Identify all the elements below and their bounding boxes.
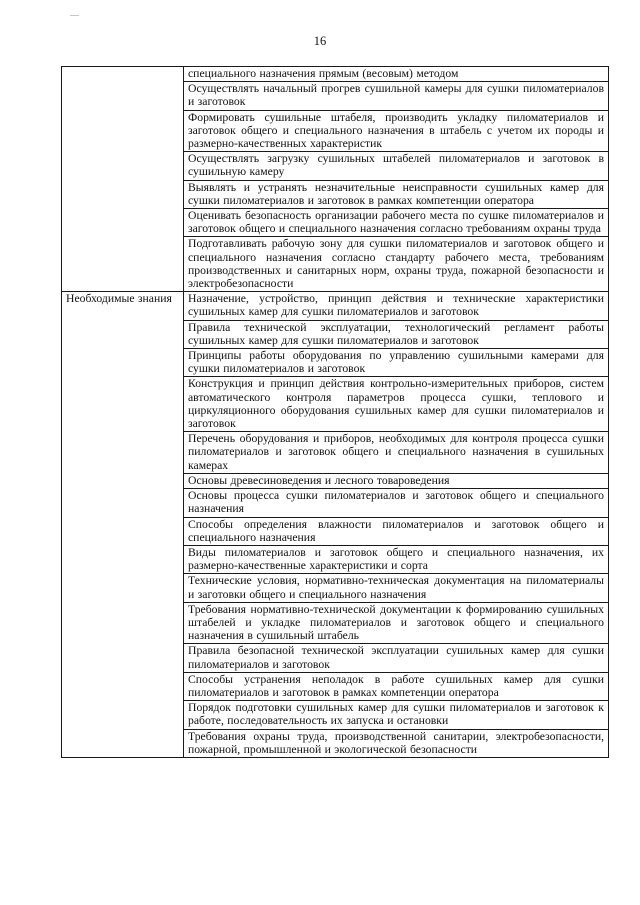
skill-item: Формировать сушильные штабеля, производить укладку пиломатериалов и заготовок общего и специального назначения в штабель с учетом их породы и размерно-качественных характеристик	[184, 110, 609, 152]
knowledge-item: Основы процесса сушки пиломатериалов и заготовок общего и специального назначения	[184, 489, 609, 517]
scan-corner-mark: —	[70, 10, 79, 20]
skill-item: Подготавливать рабочую зону для сушки пиломатериалов и заготовок общего и специального назначения согласно стандарту рабочего места, требованиям производственных и санитарных норм, охраны труда, пожарной безопасности и электробезопасности	[184, 237, 609, 292]
knowledge-item: Конструкция и принцип действия контрольно-измерительных приборов, систем автоматического контроля параметров процесса сушки, теплового и циркуляционного оборудования сушильных камер для сушки пиломатериалов и заготовок	[184, 377, 609, 432]
skill-item: Осуществлять начальный прогрев сушильной камеры для сушки пиломатериалов и заготовок	[184, 82, 609, 110]
knowledge-item: Назначение, устройство, принцип действия и технические характеристики сушильных камер для сушки пиломатериалов и заготовок	[184, 292, 609, 320]
knowledge-item: Способы определения влажности пиломатериалов и заготовок общего и специального назначения	[184, 517, 609, 545]
knowledge-item: Порядок подготовки сушильных камер для сушки пиломатериалов и заготовок к работе, последовательность их запуска и остановки	[184, 701, 609, 729]
knowledge-item: Принципы работы оборудования по управлению сушильными камерами для сушки пиломатериалов и заготовок	[184, 349, 609, 377]
table-row	[62, 67, 609, 82]
knowledge-item: Правила технической эксплуатации, технологический регламент работы сушильных камер для сушки пиломатериалов и заготовок	[184, 320, 609, 348]
requirements-table	[61, 66, 609, 758]
skill-item: Оценивать безопасность организации рабочего места по сушке пиломатериалов и заготовок общего и специального назначения согласно требованиям охраны труда	[184, 209, 609, 237]
table-row	[62, 292, 609, 320]
knowledge-item: Перечень оборудования и приборов, необходимых для контроля процесса сушки пиломатериалов и заготовок общего и специального назначения в сушильных камерах	[184, 432, 609, 474]
skills-label-cell	[62, 67, 184, 292]
knowledge-label: Необходимые знания	[62, 292, 184, 758]
knowledge-item: Виды пиломатериалов и заготовок общего и специального назначения, их размерно-качественные характеристики и сорта	[184, 545, 609, 573]
skill-item: Осуществлять загрузку сушильных штабелей пиломатериалов и заготовок в сушильную камеру	[184, 152, 609, 180]
knowledge-item: Требования нормативно-технической документации к формированию сушильных штабелей и укладке пиломатериалов и заготовок общего и специального назначения в сушильный штабель	[184, 602, 609, 644]
knowledge-item: Основы древесиноведения и лесного товароведения	[184, 473, 609, 488]
page-number: 16	[313, 34, 327, 48]
knowledge-item: Способы устранения неполадок в работе сушильных камер для сушки пиломатериалов и заготовок в рамках компетенции оператора	[184, 672, 609, 700]
knowledge-item: Требования охраны труда, производственной санитарии, электробезопасности, пожарной, промышленной и экологической безопасности	[184, 729, 609, 757]
skill-item: специального назначения прямым (весовым) методом	[184, 67, 609, 82]
knowledge-item: Технические условия, нормативно-техническая документация на пиломатериалы и заготовки общего и специального назначения	[184, 574, 609, 602]
knowledge-item: Правила безопасной технической эксплуатации сушильных камер для сушки пиломатериалов и заготовок	[184, 644, 609, 672]
skill-item: Выявлять и устранять незначительные неисправности сушильных камер для сушки пиломатериалов и заготовок в рамках компетенции оператора	[184, 180, 609, 208]
